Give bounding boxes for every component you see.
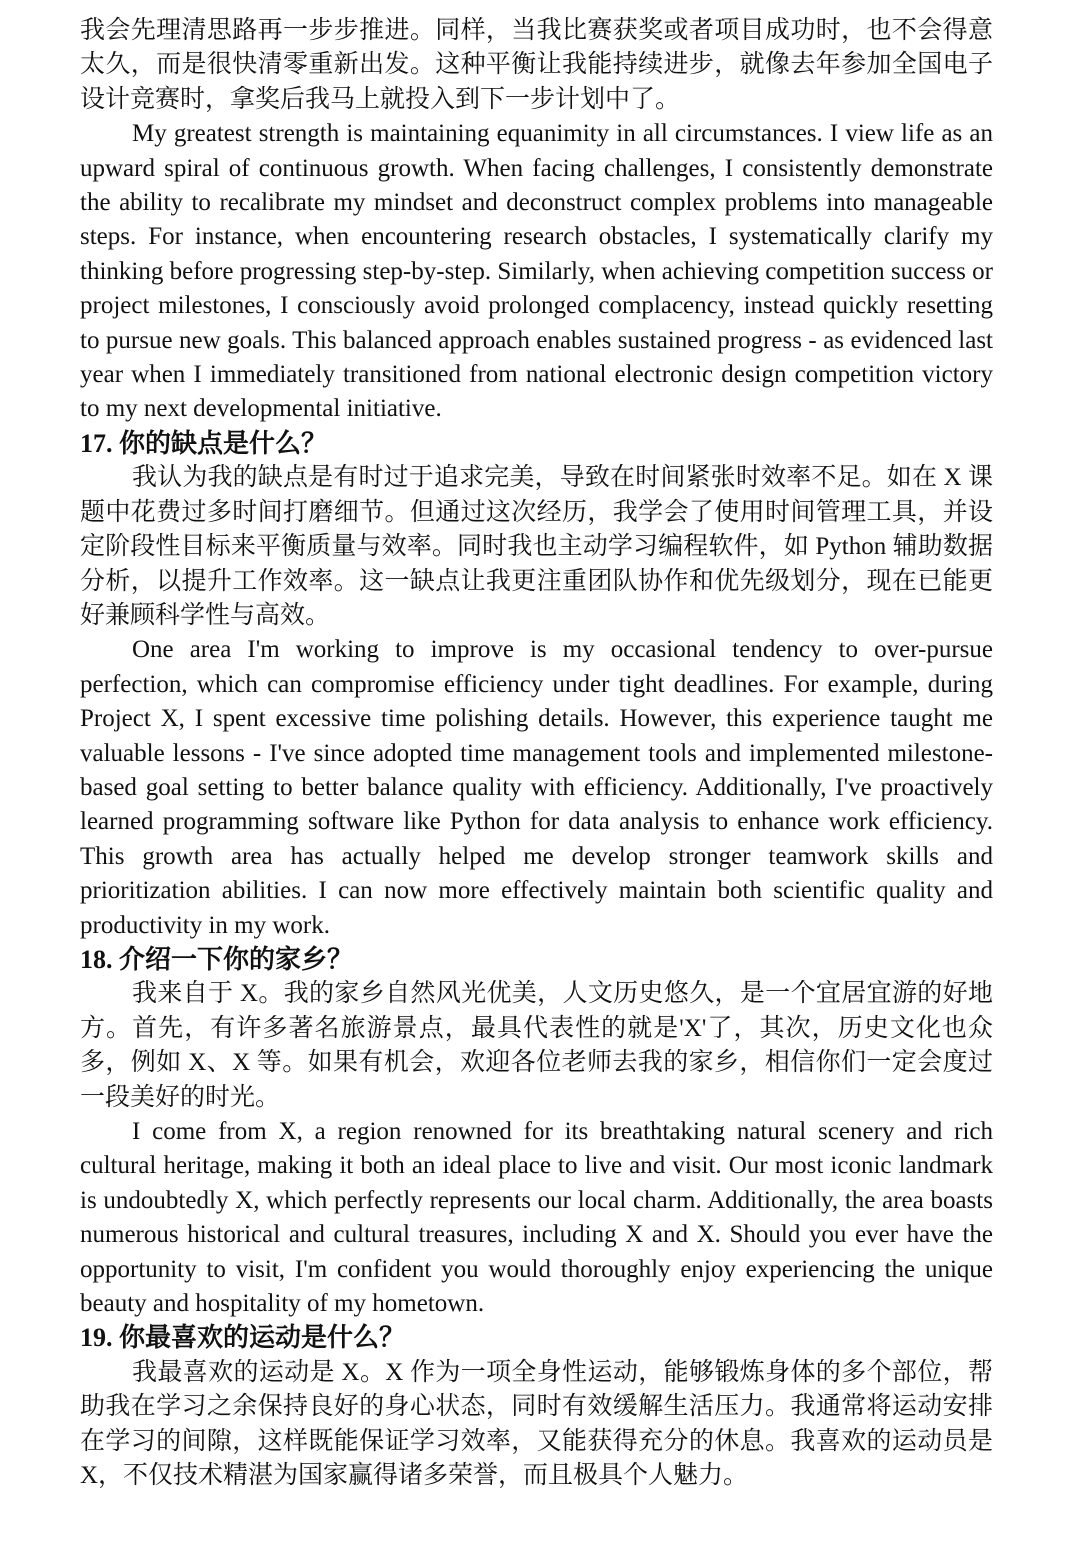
paragraph-strength-zh-end: 我会先理清思路再一步步推进。同样，当我比赛获奖或者项目成功时，也不会得意太久，而是很快清零重新出发。这种平衡让我能持续进步，就像去年参加全国电子设计竞赛时，拿奖后我马上就投入到下一步计划中了。 <box>80 17 993 113</box>
paragraph-sport-zh: 我最喜欢的运动是 X。X 作为一项全身性运动，能够锻炼身体的多个部位，帮助我在学习之余保持良好的身心状态，同时有效缓解生活压力。我通常将运动安排在学习的间隙，这样既能保证学习效率，又能获得充分的休息。我喜欢的运动员是 X，不仅技术精湛为国家赢得诸多荣誉，而且极具个人魅力。 <box>80 1358 993 1490</box>
document-page <box>80 14 993 1493</box>
paragraph-hometown-zh: 我来自于 X。我的家乡自然风光优美，人文历史悠久，是一个宜居宜游的好地方。首先，有许多著名旅游景点，最具代表性的就是'X'了，其次，历史文化也众多，例如 X、X 等。如果有机会，欢迎各位老师去我的家乡，相信你们一定会度过一段美好的时光。 <box>80 980 993 1111</box>
question-19-heading: 19. 你最喜欢的运动是什么？ <box>80 1323 406 1353</box>
paragraph-strength-en: My greatest strength is maintaining equanimity in all circumstances. I view life as an upward spiral of continuous growth. When facing challenges, I consistently demonstrate the ability to recalibrate my mindset and deconstruct complex problems into manageable steps. For instance, when encountering research obstacles, I systematically clarify my thinking before progressing step-by-step. Similarly, when achieving competition success or project milestones, I consciously avoid prolonged complacency, instead quickly resetting to pursue new goals. This balanced approach enables sustained progress - as evidenced last year when I immediately transitioned from national electronic design competition victory to my next developmental initiative. <box>80 120 993 423</box>
question-18-heading: 18. 介绍一下你的家乡？ <box>80 944 354 974</box>
paragraph-hometown-en: I come from X, a region renowned for its breathtaking natural scenery and rich cultural heritage, making it both an ideal place to live and visit. Our most iconic landmark is undoubtedly X, which perfectly represents our local charm. Additionally, the area boasts numerous historical and cultural treasures, including X and X. Should you ever have the opportunity to visit, I'm confident you would thoroughly enjoy experiencing the unique beauty and hospitality of my hometown. <box>80 1118 993 1318</box>
paragraph-weakness-zh: 我认为我的缺点是有时过于追求完美，导致在时间紧张时效率不足。如在 X 课题中花费过多时间打磨细节。但通过这次经历，我学会了使用时间管理工具，并设定阶段性目标来平衡质量与效率。同时我也主动学习编程软件，如 Python 辅助数据分析，以提升工作效率。这一缺点让我更注重团队协作和优先级划分，现在已能更好兼顾科学性与高效。 <box>80 464 993 629</box>
paragraph-weakness-en: One area I'm working to improve is my occasional tendency to over-pursue perfection, which can compromise efficiency under tight deadlines. For example, during Project X, I spent excessive time polishing details. However, this experience taught me valuable lessons - I've since adopted time management tools and implemented milestone-based goal setting to better balance quality with efficiency. Additionally, I've proactively learned programming software like Python for data analysis to enhance work efficiency. This growth area has actually helped me develop stronger teamwork skills and prioritization abilities. I can now more effectively maintain both scientific quality and productivity in my work. <box>80 636 993 939</box>
question-17-heading: 17. 你的缺点是什么？ <box>80 428 328 458</box>
